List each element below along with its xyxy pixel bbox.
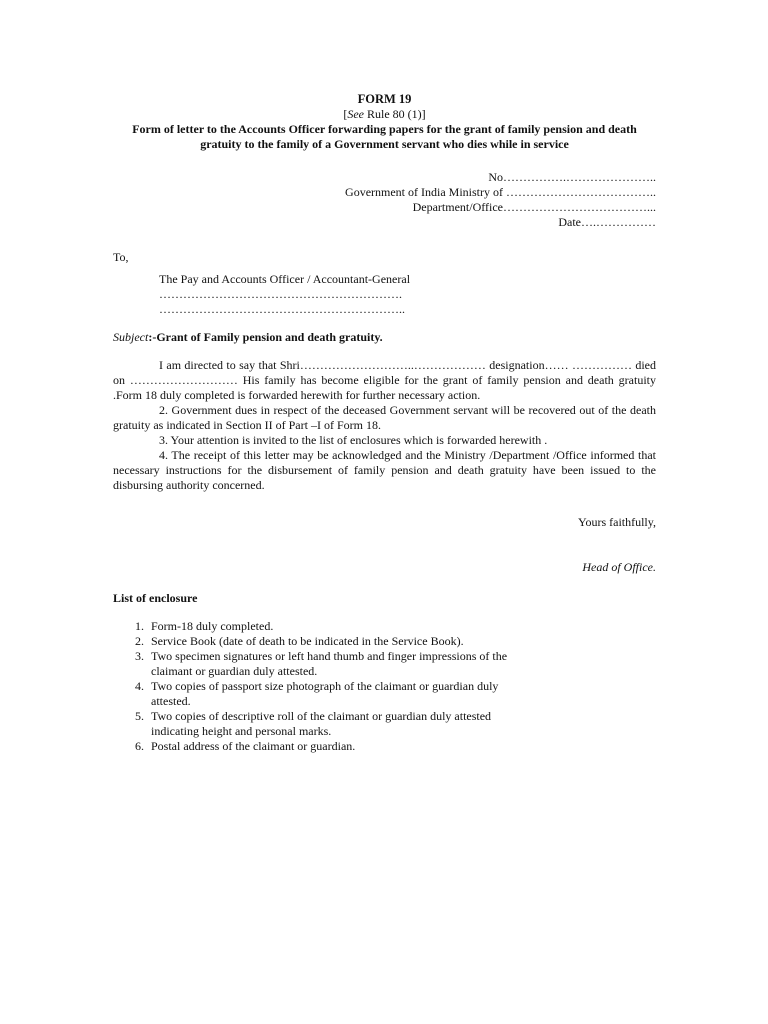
form-number: FORM 19	[357, 92, 412, 106]
list-item	[113, 739, 656, 754]
form-title: Form of letter to the Accounts Officer forwarding papers for the grant of family pension and death gratuity to the family of a Government servant who dies while in service	[132, 122, 637, 151]
addressee-name: The Pay and Accounts Officer / Accountant-General	[159, 272, 411, 286]
list-item	[113, 679, 656, 709]
list-item	[113, 634, 656, 649]
closing-line: Yours faithfully,	[577, 515, 656, 529]
date-line: Date….……………	[558, 215, 656, 229]
to-label: To,	[113, 250, 129, 264]
ministry-line: Government of India Ministry of ………………………………..	[345, 185, 656, 199]
subject-label: Subject	[113, 330, 149, 344]
addressee-blank-line-1: …………………………………………………….	[159, 287, 402, 301]
letter-body	[113, 358, 656, 493]
body-paragraph-1: I am directed to say that Shri………………………..……………… designation…… …………… died on ……………………… His family has become eligible for the grant of family pension and death gratuity .Form 18 duly completed is forwarded herewith for further necessary action.	[113, 358, 656, 402]
body-paragraph-3: 3. Your attention is invited to the list of enclosures which is forwarded herewith .	[159, 433, 548, 447]
list-item-number: 2.	[135, 634, 144, 648]
list-item-text: Two specimen signatures or left hand thumb and finger impressions of the claimant or guardian duly attested.	[151, 649, 508, 678]
list-item-number: 3.	[135, 649, 144, 663]
letter-page	[113, 92, 656, 766]
subject-text: :-Grant of Family pension and death gratuity.	[148, 330, 383, 344]
reference-block	[113, 170, 656, 230]
list-item	[113, 649, 656, 679]
list-item-text: Postal address of the claimant or guardian.	[151, 739, 356, 753]
letter-number-line: No…………….…………………..	[488, 170, 656, 184]
list-item-text: Form-18 duly completed.	[151, 619, 274, 633]
rule-open-bracket: [	[343, 107, 348, 121]
signatory-designation: Head of Office.	[582, 560, 656, 574]
body-paragraph-4: 4. The receipt of this letter may be acknowledged and the Ministry /Department /Office informed that necessary instructions for the disbursement of family pension and death gratuity have been issued to the disbursing authority concerned.	[113, 448, 656, 492]
list-item	[113, 709, 656, 739]
enclosure-list	[113, 619, 656, 754]
addressee-blank-line-2: ……………………………………………………..	[159, 302, 405, 316]
rule-text: Rule 80 (1)]	[364, 107, 426, 121]
list-item-number: 6.	[135, 739, 144, 753]
rule-reference	[113, 107, 656, 122]
list-item-number: 4.	[135, 679, 144, 693]
addressee-block	[113, 250, 656, 317]
rule-see: See	[347, 107, 364, 121]
list-item	[113, 619, 656, 634]
department-line: Department/Office………………………………...	[412, 200, 656, 214]
subject-line	[113, 330, 656, 345]
enclosure-list-title: List of enclosure	[113, 591, 198, 605]
list-item-text: Service Book (date of death to be indicated in the Service Book).	[151, 634, 464, 648]
body-paragraph-2: 2. Government dues in respect of the deceased Government servant will be recovered out of the death gratuity as indicated in Section II of Part –I of Form 18.	[113, 403, 656, 432]
list-item-number: 1.	[135, 619, 144, 633]
list-item-text: Two copies of descriptive roll of the claimant or guardian duly attested indicating height and personal marks.	[151, 709, 492, 738]
list-item-number: 5.	[135, 709, 144, 723]
list-item-text: Two copies of passport size photograph of the claimant or guardian duly attested.	[151, 679, 499, 708]
